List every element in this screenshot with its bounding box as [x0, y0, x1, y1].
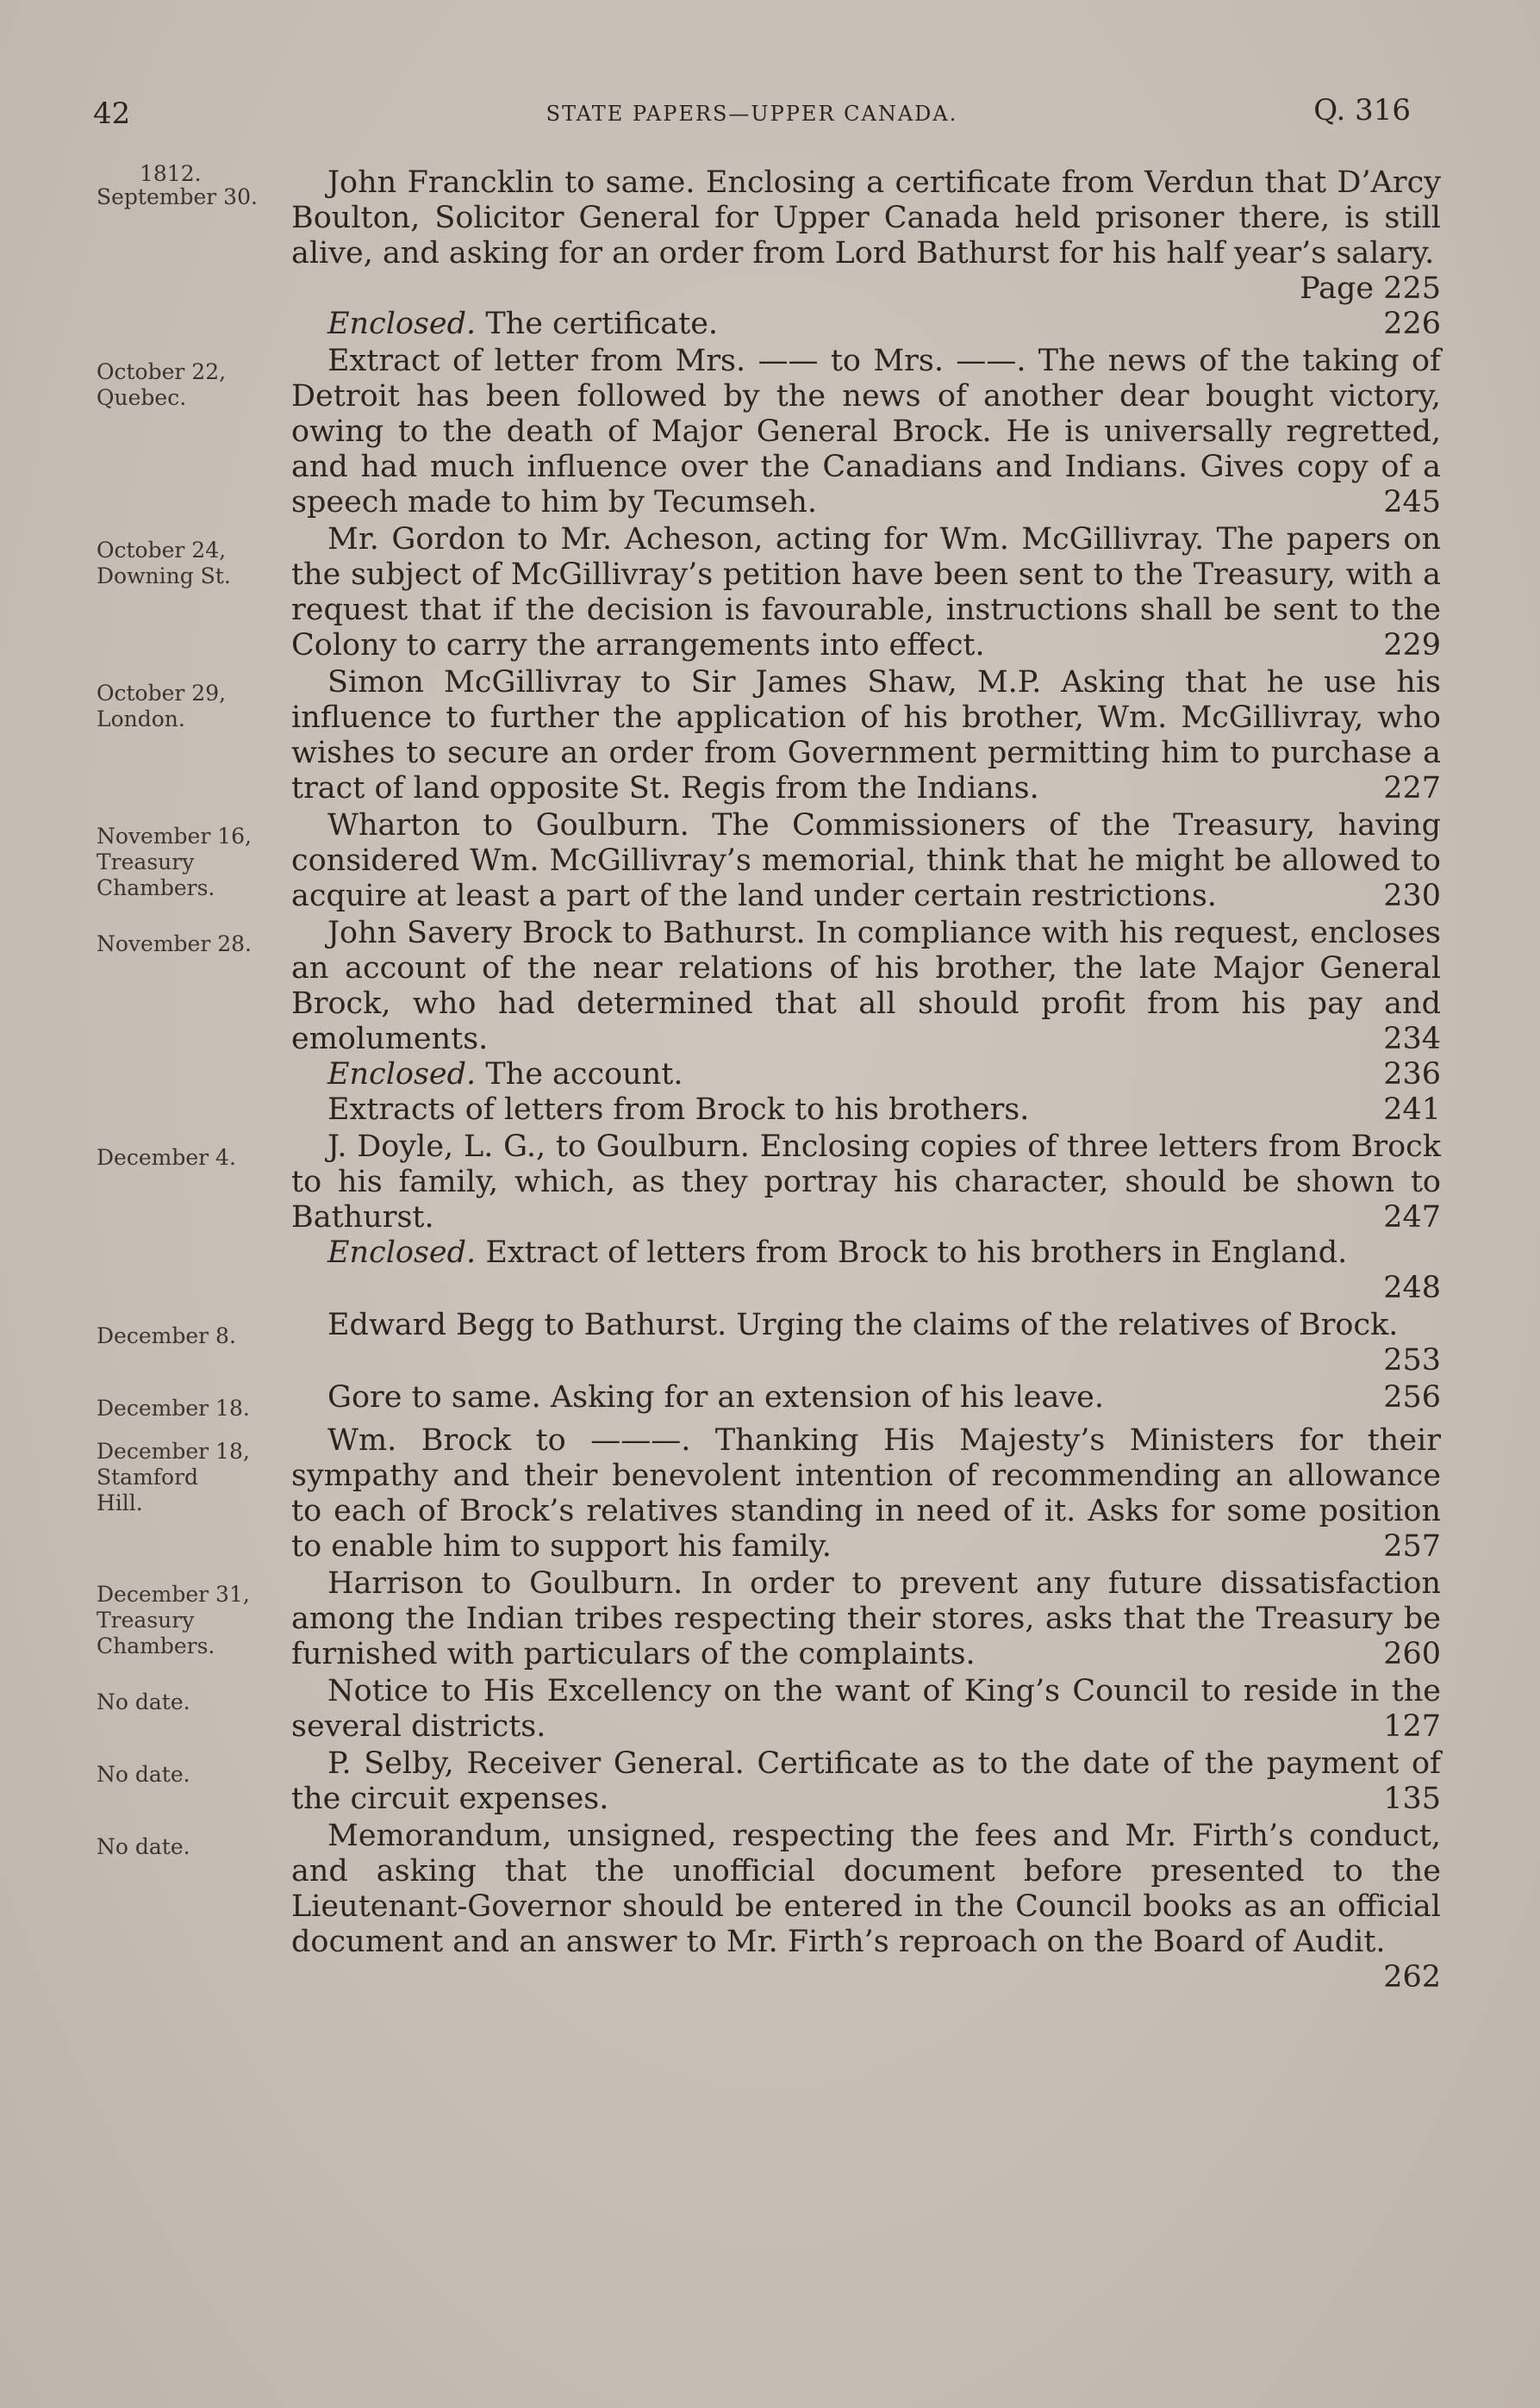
page-number: 42 — [93, 96, 131, 131]
entry-date — [97, 161, 291, 342]
entry-year: 1812. — [140, 161, 202, 186]
entry-body — [291, 165, 1441, 342]
enclosure-page-ref: 236 — [1383, 1057, 1441, 1092]
entry-date-line: October 29, — [97, 681, 227, 706]
calendar-entry — [97, 1129, 1441, 1306]
enclosure-line: Extracts of letters from Brock to his brothers. 241 — [327, 1092, 1441, 1127]
entry-page-ref: 245 — [1383, 485, 1441, 520]
enclosure-label: Enclosed. — [327, 1235, 477, 1270]
entry-body — [291, 1566, 1441, 1672]
calendar-entries — [97, 161, 1441, 1997]
entry-date-line: October 22, — [97, 359, 227, 384]
entry-date-line: Downing St. — [97, 563, 231, 588]
entry-body — [291, 522, 1441, 663]
entry-text: John Savery Brock to Bathurst. In compliance with his request, encloses an account of the near relations of his brother, the late Major General Brock, who had determined that all should profit from his pay and emoluments. 234 — [291, 916, 1441, 1056]
entry-date-line: December 8. — [97, 1323, 236, 1348]
entry-date-line: December 18, — [97, 1439, 250, 1464]
entry-text: Harrison to Goulburn. In order to prevent any future dissatisfaction among the Indian tribes respecting their stores, asks that the Treasury be furnished with particulars of the complaints. 260 — [291, 1566, 1441, 1671]
calendar-entry — [97, 808, 1441, 914]
enclosure-label: Enclosed. — [327, 1057, 477, 1092]
entry-body — [291, 1819, 1441, 1995]
entry-text: Memorandum, unsigned, respecting the fees and Mr. Firth’s conduct, and asking that the unofficial document before presented to the Lieutenant-Governor should be entered in the Council books as an official document and an answer to Mr. Firth’s reproach on the Board of Audit. 262 — [291, 1819, 1441, 1994]
calendar-entry — [97, 522, 1441, 663]
enclosure-page-ref: 241 — [1383, 1092, 1441, 1127]
volume-reference: Q. 316 — [1313, 93, 1411, 128]
calendar-entry — [97, 344, 1441, 520]
entry-body — [291, 1423, 1441, 1565]
entry-page-ref: 257 — [1383, 1529, 1441, 1564]
entry-body — [291, 1129, 1441, 1306]
entry-date-line: September 30. — [97, 184, 258, 209]
entry-text: Simon McGillivray to Sir James Shaw, M.P. Asking that he use his influence to further the application of his brother, Wm. McGillivray, who wishes to secure an order from Government permitting him to purchase a tract of land opposite St. Regis from the Indians. 227 — [291, 665, 1441, 806]
entry-date-line: Hill. — [97, 1490, 143, 1515]
entry-text: John Francklin to same. Enclosing a certificate from Verdun that D’Arcy Boulton, Solicitor General for Upper Canada held prisoner there, is still alive, and asking for an order from Lord Bathurst for his half year’s salary. Page 225 — [291, 165, 1441, 306]
entry-text: Gore to same. Asking for an extension of his leave. 256 — [327, 1380, 1441, 1415]
calendar-entry — [97, 665, 1441, 806]
entry-page-ref: 253 — [1383, 1343, 1441, 1378]
entry-text: Edward Begg to Bathurst. Urging the claims of the relatives of Brock. 253 — [327, 1308, 1441, 1378]
entry-date — [97, 665, 291, 806]
entry-text: J. Doyle, L. G., to Goulburn. Enclosing copies of three letters from Brock to his family, which, as they portray his character, should be shown to Bathurst. 247 — [291, 1129, 1441, 1235]
entry-date-line: No date. — [97, 1762, 190, 1787]
calendar-entry — [97, 1380, 1441, 1422]
entry-body — [291, 916, 1441, 1128]
entry-date-line: Chambers. — [97, 1633, 215, 1658]
entry-page-ref: 135 — [1383, 1782, 1441, 1816]
enclosure-line: Enclosed. The account. 236 — [327, 1057, 1441, 1092]
entry-date-line: December 4. — [97, 1145, 236, 1170]
entry-page-ref: 230 — [1383, 879, 1441, 913]
entry-page-ref: 260 — [1383, 1637, 1441, 1671]
entry-date — [97, 1380, 291, 1422]
entry-text: Notice to His Excellency on the want of King’s Council to reside in the several districts. 127 — [291, 1674, 1441, 1744]
entry-body — [291, 1674, 1441, 1745]
entry-text: Extract of letter from Mrs. —— to Mrs. ——. The news of the taking of Detroit has been followed by the news of another dear bought victory, owing to the death of Major General Brock. He is universally regretted, and had much influence over the Canadians and Indians. Gives copy of a speech made to him by Tecumseh. 245 — [291, 344, 1441, 520]
calendar-entry — [97, 1674, 1441, 1745]
entry-body — [291, 344, 1441, 520]
entry-date — [97, 916, 291, 1128]
calendar-entry — [97, 1819, 1441, 1995]
entry-date-line: Stamford — [97, 1465, 199, 1490]
entry-body — [291, 808, 1441, 914]
entry-date-line: November 16, — [97, 824, 253, 849]
entry-page-ref: 262 — [1383, 1960, 1441, 1994]
entry-text: Wharton to Goulburn. The Commissioners of the Treasury, having considered Wm. McGillivray’s memorial, think that he might be allowed to acquire at least a part of the land under certain restrictions. 230 — [291, 808, 1441, 913]
entry-body — [291, 665, 1441, 806]
entry-page-ref: 229 — [1383, 628, 1441, 663]
entry-date — [97, 344, 291, 520]
entry-date-line: Chambers. — [97, 875, 215, 900]
entry-page-ref: 256 — [1383, 1380, 1441, 1415]
entry-date-line: November 28. — [97, 931, 253, 956]
enclosure-page-ref: 248 — [1383, 1271, 1441, 1305]
entry-date-line: December 18. — [97, 1396, 250, 1421]
entry-body — [291, 1308, 1441, 1378]
entry-date — [97, 1566, 291, 1672]
entry-date-line: Treasury — [97, 849, 195, 874]
entry-page-ref: 127 — [1383, 1709, 1441, 1744]
entry-page-ref: 227 — [1383, 771, 1441, 806]
calendar-entry — [97, 1423, 1441, 1565]
entry-page-ref: 247 — [1383, 1200, 1441, 1235]
entry-date — [97, 1819, 291, 1995]
running-title: STATE PAPERS—UPPER CANADA. — [546, 102, 958, 126]
entry-date — [97, 522, 291, 663]
entry-date — [97, 1423, 291, 1565]
calendar-entry — [97, 916, 1441, 1128]
entry-date — [97, 808, 291, 914]
enclosure-page-ref: 226 — [1383, 307, 1441, 341]
entry-page-ref: Page 225 — [1300, 271, 1441, 306]
entry-text: Wm. Brock to ———. Thanking His Majesty’s Ministers for their sympathy and their benevolent intention of recommending an allowance to each of Brock’s relatives standing in need of it. Asks for some position to enable him to support his family. 257 — [291, 1423, 1441, 1564]
page-header — [93, 93, 1411, 136]
calendar-entry — [97, 161, 1441, 342]
calendar-entry — [97, 1566, 1441, 1672]
entry-date-line: Treasury — [97, 1608, 195, 1633]
entry-date-line: No date. — [97, 1834, 190, 1859]
entry-date-line: October 24, — [97, 538, 227, 563]
entry-date — [97, 1674, 291, 1745]
calendar-entry — [97, 1308, 1441, 1378]
entry-body — [291, 1746, 1441, 1817]
entry-date — [97, 1308, 291, 1378]
calendar-entry — [97, 1746, 1441, 1817]
entry-date — [97, 1746, 291, 1817]
entry-date-line: Quebec. — [97, 385, 187, 410]
entry-date — [97, 1129, 291, 1306]
enclosure-label: Enclosed. — [327, 307, 477, 341]
entry-text: Mr. Gordon to Mr. Acheson, acting for Wm. McGillivray. The papers on the subject of McGillivray’s petition have been sent to the Treasury, with a request that if the decision is favourable, instructions shall be sent to the Colony to carry the arrangements into effect. 229 — [291, 522, 1441, 663]
entry-date-line: No date. — [97, 1689, 190, 1714]
enclosure-line: Enclosed. The certificate. 226 — [327, 307, 1441, 341]
entry-date-line: London. — [97, 706, 185, 731]
enclosure-line: Enclosed. Extract of letters from Brock to his brothers in England. 248 — [327, 1235, 1441, 1305]
entry-page-ref: 234 — [1383, 1022, 1441, 1056]
entry-date-line: December 31, — [97, 1582, 250, 1607]
entry-body — [291, 1380, 1441, 1422]
entry-text: P. Selby, Receiver General. Certificate as to the date of the payment of the circuit expenses. 135 — [291, 1746, 1441, 1816]
